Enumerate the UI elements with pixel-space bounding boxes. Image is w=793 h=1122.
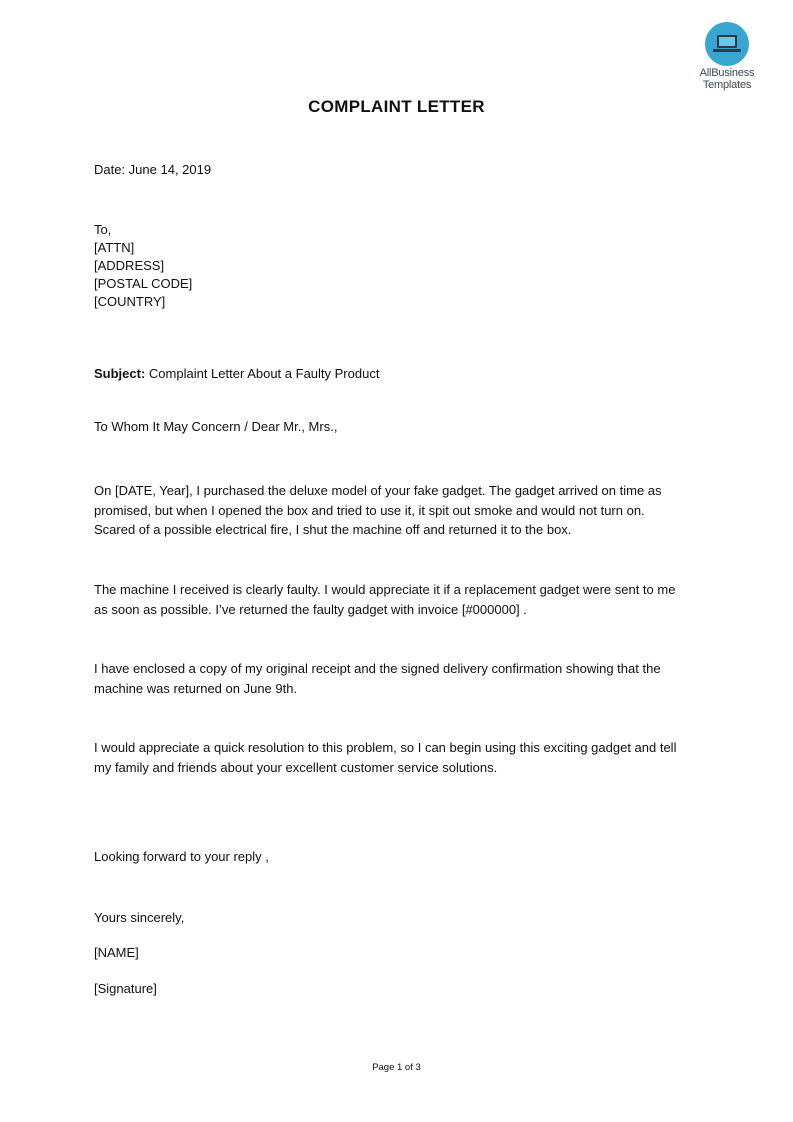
paragraph-2-line-1: The machine I received is clearly faulty. I would appreciate it if a replacement gadget were sent to me	[94, 582, 676, 597]
page-number: Page 1 of 3	[372, 1062, 421, 1073]
salutation: To Whom It May Concern / Dear Mr., Mrs.,	[94, 419, 338, 434]
allbusiness-templates-logo	[690, 22, 764, 91]
recipient-postal-code: [POSTAL CODE]	[94, 276, 193, 291]
paragraph-1-line-2: promised, but when I opened the box and tried to use it, it spit out smoke and would not turn on.	[94, 502, 645, 518]
paragraph-1-line-3: Scared of a possible electrical fire, I shut the machine off and returned it to the box.	[94, 522, 572, 537]
paragraph-4-line-1: I would appreciate a quick resolution to this problem, so I can begin using this exciting gadget and tell	[94, 740, 677, 755]
subject-line	[94, 365, 379, 383]
paragraph-1	[94, 481, 704, 540]
logo-text-line2: Templates	[702, 79, 752, 91]
paragraph-2	[94, 580, 704, 619]
recipient-country: [COUNTRY]	[94, 294, 166, 309]
paragraph-4-line-2: my family and friends about your excellent customer service solutions.	[94, 759, 498, 775]
paragraph-2-line-2: as soon as possible. I’ve returned the faulty gadget with invoice [#000000] .	[94, 601, 527, 617]
paragraph-4	[94, 738, 704, 777]
paragraph-1-line-1: On [DATE, Year], I purchased the deluxe model of your fake gadget. The gadget arrived on time as	[94, 483, 662, 498]
recipient-attn: [ATTN]	[94, 240, 135, 255]
document-title: COMPLAINT LETTER	[308, 97, 485, 116]
subject-label: Subject:	[94, 366, 146, 381]
date-line: Date: June 14, 2019	[94, 162, 212, 177]
paragraph-3	[94, 659, 704, 698]
recipient-address: [ADDRESS]	[94, 258, 165, 273]
paragraph-3-line-1: I have enclosed a copy of my original receipt and the signed delivery confirmation showing that the	[94, 661, 661, 676]
closing-name: [NAME]	[94, 945, 139, 960]
closing-looking-forward: Looking forward to your reply ,	[94, 849, 269, 864]
closing-signature: [Signature]	[94, 981, 157, 996]
subject-text: Complaint Letter About a Faulty Product	[148, 366, 380, 381]
paragraph-3-line-2: machine was returned on June 9th.	[94, 680, 298, 696]
closing-sign-off: Yours sincerely,	[94, 910, 185, 925]
logo-text-line1: AllBusiness	[699, 67, 755, 79]
recipient-to: To,	[94, 222, 112, 237]
laptop-icon	[705, 22, 749, 66]
